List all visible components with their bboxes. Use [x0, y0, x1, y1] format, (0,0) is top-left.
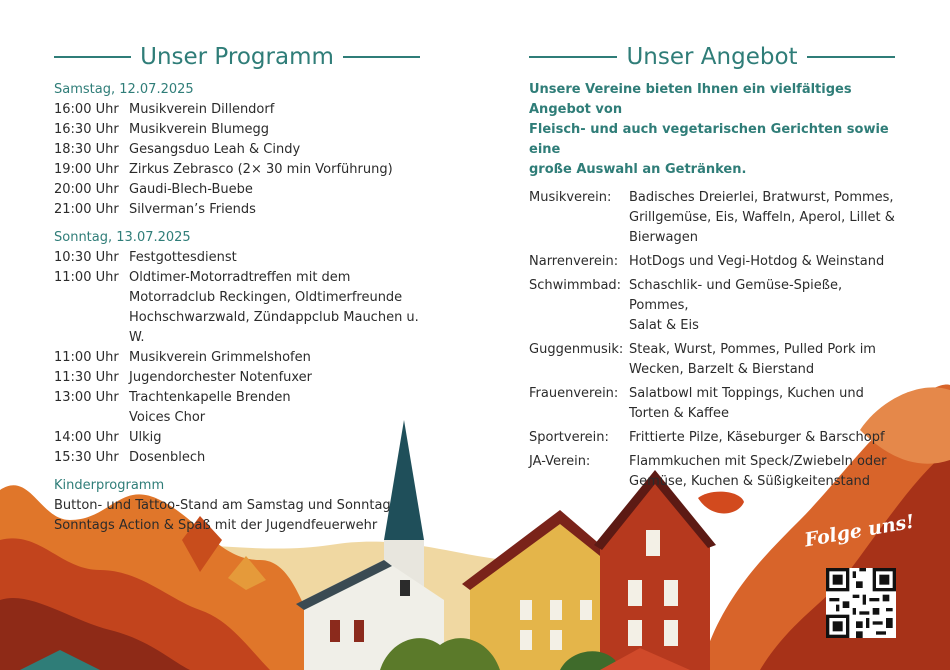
program-heading — [54, 40, 420, 74]
schedule-time: 10:30 Uhr — [54, 250, 119, 265]
offer-line: Gemüse, Kuchen & Süßigkeitenstand — [629, 474, 871, 489]
schedule-event — [129, 268, 434, 348]
club-name: Musikverein: — [529, 190, 612, 205]
schedule-sunday — [54, 248, 434, 468]
club-offer: Frittierte Pilze, Käseburger & Barschopf — [629, 430, 885, 445]
offer-title: Unser Angebot — [626, 44, 798, 70]
offer-line: Steak, Wurst, Pommes, Pulled Pork im — [629, 342, 876, 357]
offer-line: Badisches Dreierlei, Bratwurst, Pommes, — [629, 190, 894, 205]
schedule-event: Musikverein Dillendorf — [129, 102, 275, 117]
schedule-row — [54, 248, 434, 268]
offer-row — [529, 340, 899, 380]
schedule-row — [54, 100, 434, 120]
offer-line: Torten & Kaffee — [629, 406, 729, 421]
schedule-row — [54, 200, 434, 220]
schedule-event — [129, 388, 434, 428]
offer-line: Salat & Eis — [629, 318, 699, 333]
offer-line: Grillgemüse, Eis, Waffeln, Aperol, Lillet & — [629, 210, 895, 225]
schedule-time: 19:00 Uhr — [54, 162, 119, 177]
schedule-row — [54, 180, 434, 200]
schedule-row — [54, 368, 434, 388]
schedule-time: 11:30 Uhr — [54, 370, 119, 385]
heading-rule-right — [807, 56, 895, 58]
schedule-event: Musikverein Grimmelshofen — [129, 350, 311, 365]
schedule-event: Dosenblech — [129, 450, 206, 465]
club-name: JA-Verein: — [529, 454, 591, 469]
event-line: Oldtimer-Motorradtreffen mit dem — [129, 270, 351, 285]
offer-row — [529, 276, 899, 336]
event-line: Trachtenkapelle Brenden — [129, 390, 291, 405]
schedule-time: 11:00 Uhr — [54, 270, 119, 285]
club-offer — [629, 452, 899, 492]
offer-intro — [529, 80, 899, 180]
offer-column — [529, 80, 899, 496]
schedule-time: 16:30 Uhr — [54, 122, 119, 137]
schedule-time: 16:00 Uhr — [54, 102, 119, 117]
schedule-row — [54, 268, 434, 348]
kids-program-title: Kinderprogramm — [54, 478, 165, 493]
offer-row — [529, 252, 899, 272]
schedule-event: Festgottesdienst — [129, 250, 237, 265]
kids-program-line: Button- und Tattoo-Stand am Samstag und Sonntag — [54, 498, 391, 513]
schedule-event: Gesangsduo Leah & Cindy — [129, 142, 301, 157]
offer-line: Salatbowl mit Toppings, Kuchen und — [629, 386, 864, 401]
offer-line: Wecken, Barzelt & Bierstand — [629, 362, 815, 377]
schedule-time: 15:30 Uhr — [54, 450, 119, 465]
club-name: Schwimmbad: — [529, 278, 622, 293]
club-offer — [629, 188, 899, 248]
offer-row — [529, 384, 899, 424]
schedule-time: 14:00 Uhr — [54, 430, 119, 445]
club-offer — [629, 276, 899, 336]
offer-line: Bierwagen — [629, 230, 698, 245]
day-label-sunday: Sonntag, 13.07.2025 — [54, 230, 191, 245]
schedule-time: 20:00 Uhr — [54, 182, 119, 197]
intro-line: Fleisch- und auch vegetarischen Gerichten sowie eine — [529, 122, 889, 157]
club-name: Guggenmusik: — [529, 342, 624, 357]
schedule-time: 21:00 Uhr — [54, 202, 119, 217]
schedule-event: Zirkus Zebrasco (2× 30 min Vorführung) — [129, 162, 393, 177]
offer-heading — [529, 40, 895, 74]
schedule-event: Jugendorchester Notenfuxer — [129, 370, 313, 385]
club-name: Narrenverein: — [529, 254, 619, 269]
schedule-event: Gaudi-Blech-Buebe — [129, 182, 253, 197]
schedule-event: Musikverein Blumegg — [129, 122, 270, 137]
schedule-row — [54, 448, 434, 468]
club-name: Sportverein: — [529, 430, 609, 445]
program-column — [54, 80, 434, 536]
kids-program-line: Sonntags Action & Spaß mit der Jugendfeuerwehr — [54, 518, 378, 533]
schedule-event: Silverman’s Friends — [129, 202, 256, 217]
schedule-row — [54, 140, 434, 160]
qr-code-icon[interactable] — [826, 568, 896, 638]
schedule-saturday — [54, 100, 434, 220]
club-offer: HotDogs und Vegi-Hotdog & Weinstand — [629, 254, 885, 269]
schedule-row — [54, 160, 434, 180]
schedule-row — [54, 348, 434, 368]
follow-us-label: Folge uns! — [802, 510, 917, 552]
schedule-time: 13:00 Uhr — [54, 390, 119, 405]
schedule-row — [54, 120, 434, 140]
event-line: Hochschwarzwald, Zündappclub Mauchen u. W. — [129, 310, 419, 345]
schedule-row — [54, 388, 434, 428]
intro-line: große Auswahl an Getränken. — [529, 162, 747, 177]
offer-row — [529, 428, 899, 448]
schedule-event: Ulkig — [129, 430, 162, 445]
offer-row — [529, 188, 899, 248]
intro-line: Unsere Vereine bieten Ihnen ein vielfältiges Angebot von — [529, 82, 852, 117]
schedule-time: 18:30 Uhr — [54, 142, 119, 157]
day-label-saturday: Samstag, 12.07.2025 — [54, 82, 194, 97]
heading-rule-left — [54, 56, 131, 58]
event-line: Motorradclub Reckingen, Oldtimerfreunde — [129, 290, 403, 305]
club-offer — [629, 384, 899, 424]
schedule-time: 11:00 Uhr — [54, 350, 119, 365]
schedule-row — [54, 428, 434, 448]
club-offer — [629, 340, 899, 380]
heading-rule-right — [343, 56, 420, 58]
event-line: Voices Chor — [129, 410, 206, 425]
heading-rule-left — [529, 56, 617, 58]
offer-row — [529, 452, 899, 492]
offer-line: Flammkuchen mit Speck/Zwiebeln oder — [629, 454, 887, 469]
program-title: Unser Programm — [140, 44, 334, 70]
club-name: Frauenverein: — [529, 386, 619, 401]
offer-line: Schaschlik- und Gemüse-Spieße, Pommes, — [629, 278, 843, 313]
